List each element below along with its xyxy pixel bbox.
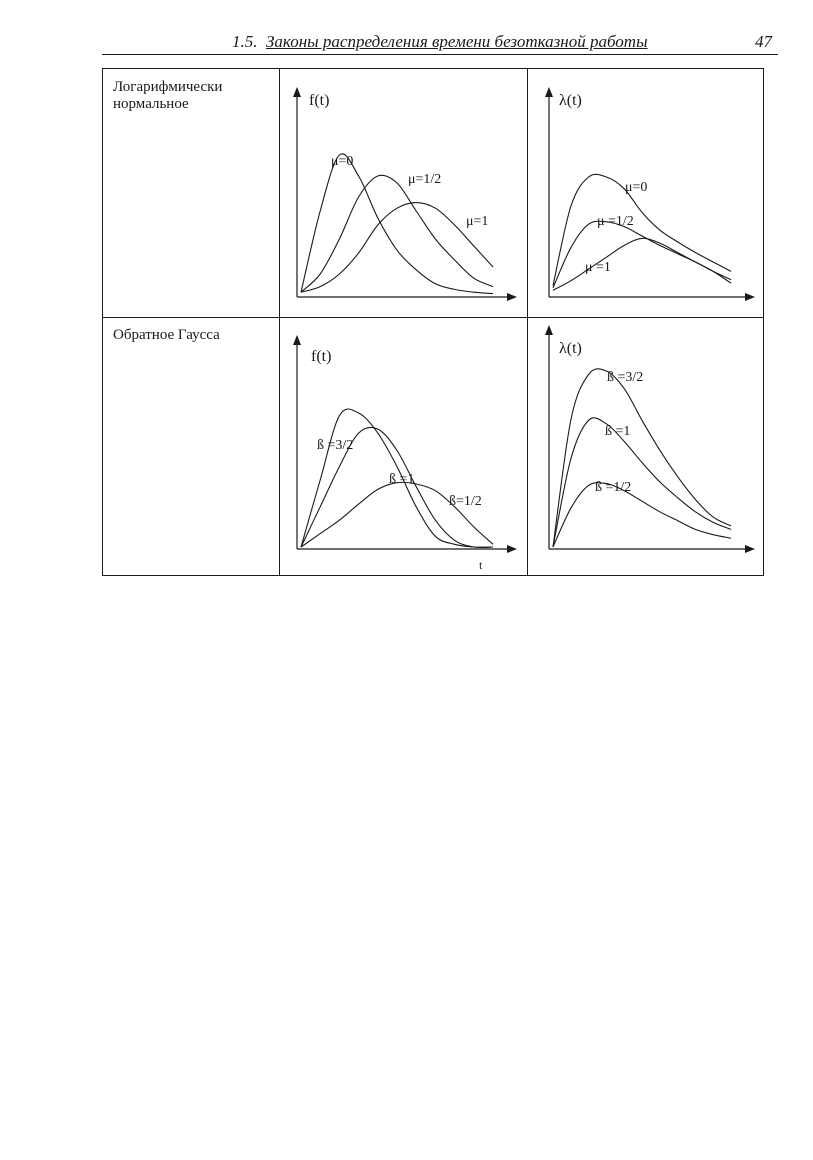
y-axis-arrow-icon <box>545 325 553 335</box>
chart-lognormal-hazard-svg <box>531 73 761 313</box>
x-axis-arrow-icon <box>745 293 755 301</box>
x-axis-arrow-icon <box>507 293 517 301</box>
series-curve <box>301 175 493 292</box>
y-axis-arrow-icon <box>293 335 301 345</box>
series-curve <box>553 369 731 547</box>
chart-lognormal-density-svg <box>283 73 523 313</box>
series-label: μ =1 <box>585 260 611 275</box>
series-label: ß=1/2 <box>449 494 482 509</box>
series-curve <box>553 221 731 288</box>
y-axis-label: f(t) <box>309 92 330 109</box>
distribution-table <box>102 68 764 576</box>
row-label-lognormal <box>113 79 222 113</box>
chart-lognormal-hazard <box>531 73 761 313</box>
series-label: μ =1/2 <box>597 214 634 229</box>
section-number: 1.5. <box>232 32 258 51</box>
chart-inverse-gauss-density-svg <box>283 321 523 573</box>
running-title <box>232 32 648 52</box>
series-label: ß =1/2 <box>595 480 632 495</box>
series-label: ß =3/2 <box>607 370 644 385</box>
series-label: μ=0 <box>625 180 648 195</box>
row-label-line: Обратное Гаусса <box>113 327 220 343</box>
series-label: μ=0 <box>331 154 354 169</box>
series-curve <box>301 482 493 547</box>
chart-lognormal-density <box>283 73 523 313</box>
chart-inverse-gauss-density <box>283 321 523 573</box>
row-divider <box>103 317 763 318</box>
column-divider-1 <box>279 69 280 575</box>
column-divider-2 <box>527 69 528 575</box>
page-number: 47 <box>755 32 772 51</box>
x-axis-arrow-icon <box>745 545 755 553</box>
series-curve <box>301 154 493 294</box>
series-curve <box>553 418 731 547</box>
row-label-inverse-gauss <box>113 327 220 344</box>
y-axis-label: λ(t) <box>559 340 582 357</box>
y-axis-label: λ(t) <box>559 92 582 109</box>
series-label: ß =1 <box>605 424 631 439</box>
series-curve <box>553 238 731 290</box>
y-axis-arrow-icon <box>545 87 553 97</box>
row-label-line: Логарифмически <box>113 79 223 95</box>
series-label: μ=1/2 <box>408 172 442 187</box>
series-curve <box>301 203 493 293</box>
section-title: Законы распределения времени безотказной работы <box>266 32 648 51</box>
y-axis-label: f(t) <box>311 348 332 365</box>
x-axis-label: t <box>479 558 483 572</box>
series-curve <box>553 483 731 547</box>
page-header <box>102 30 778 55</box>
x-axis-arrow-icon <box>507 545 517 553</box>
y-axis-arrow-icon <box>293 87 301 97</box>
series-label: ß =3/2 <box>317 438 354 453</box>
row-label-line: нормальное <box>113 96 189 112</box>
chart-inverse-gauss-hazard-svg <box>531 321 761 573</box>
chart-inverse-gauss-hazard <box>531 321 761 573</box>
series-label: μ=1 <box>466 214 489 229</box>
series-label: ß =1 <box>389 472 415 487</box>
